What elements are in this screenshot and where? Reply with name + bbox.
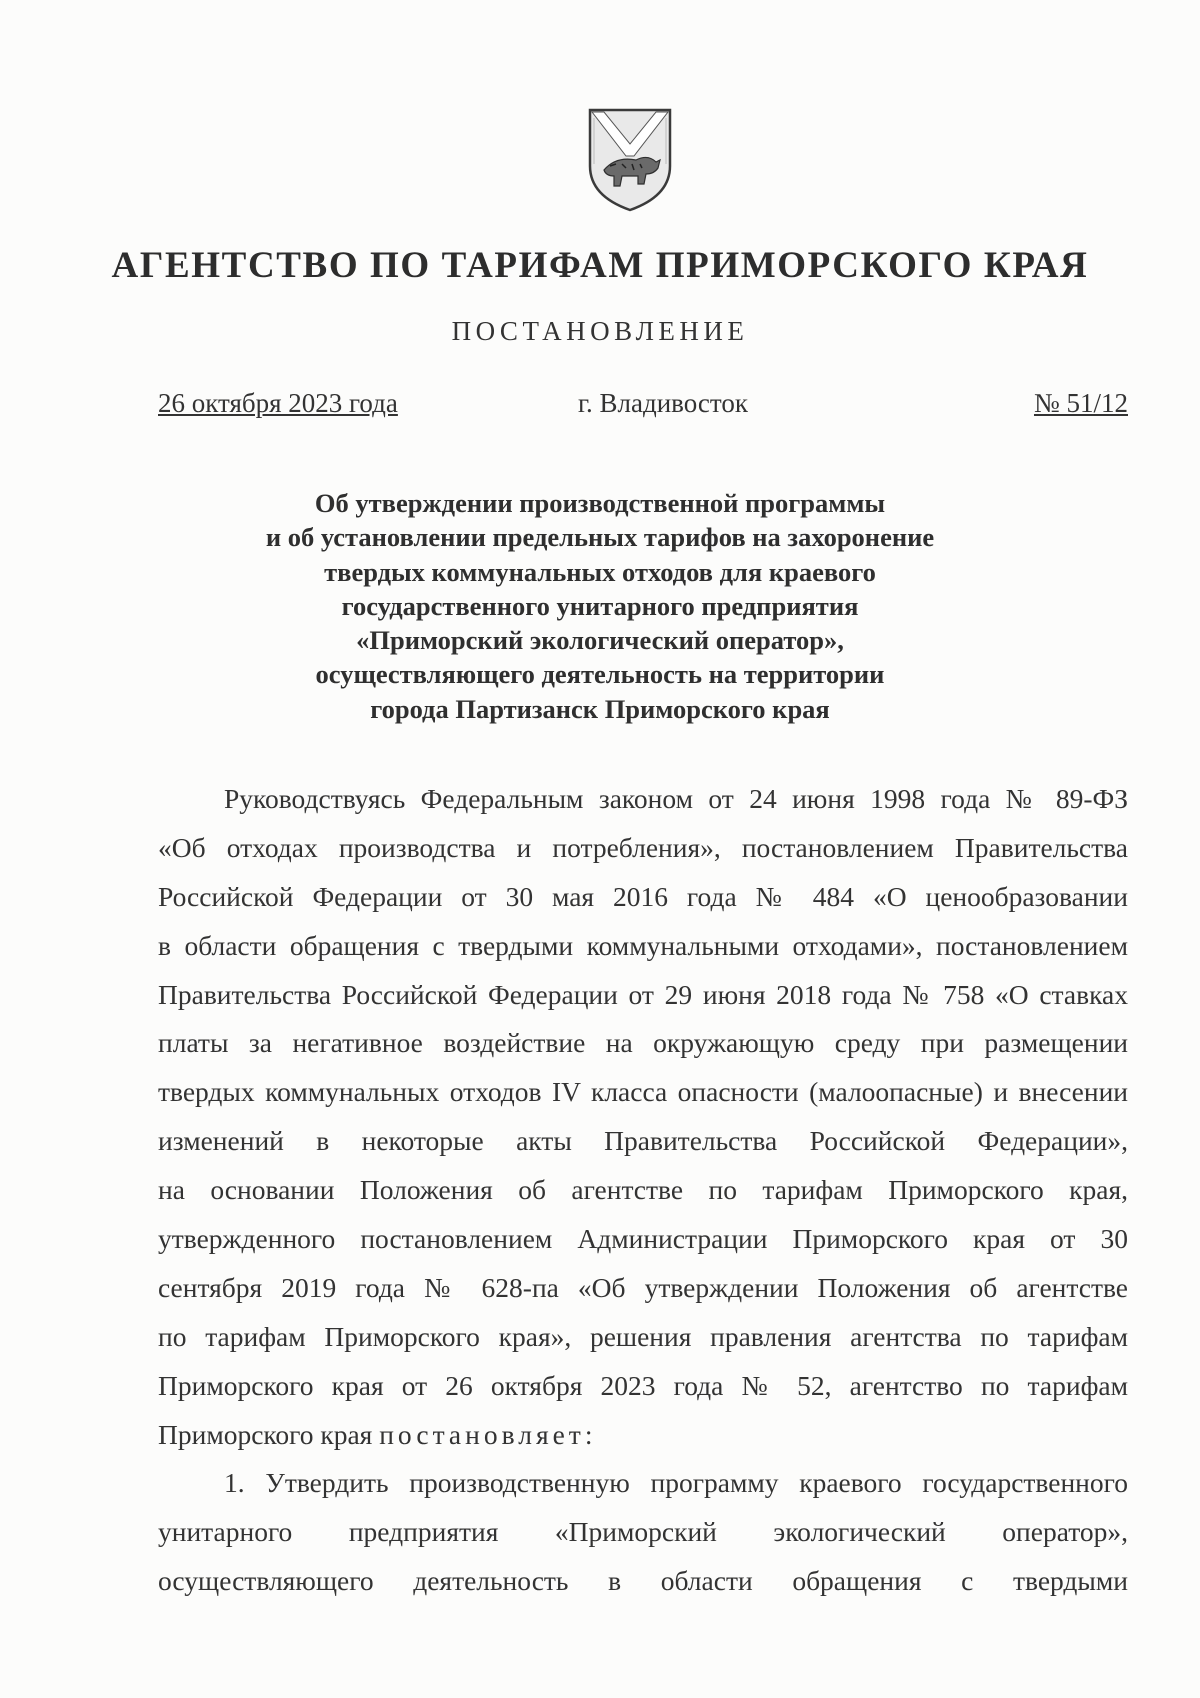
body-line: изменений в некоторые акты Правительства Российской Федерации», xyxy=(158,1125,1128,1157)
body-line: «Об отходах производства и потребления», постановлением Правительства xyxy=(158,831,1128,863)
resolve-word: постановляет: xyxy=(379,1418,597,1450)
title-line: осуществляющего деятельность на территории xyxy=(315,659,885,690)
title-line: твердых коммунальных отходов для краевого xyxy=(324,556,876,587)
document-meta xyxy=(158,388,1128,428)
point-line: 1. Утвердить производственную программу краевого государственного xyxy=(224,1467,1128,1499)
point-line: осуществляющего деятельность в области обращения с твердыми xyxy=(158,1565,1128,1597)
document-body xyxy=(158,775,1128,1606)
document-number: № 51/12 xyxy=(1033,388,1128,418)
resolve-line xyxy=(158,1411,1128,1460)
title-line: государственного унитарного предприятия xyxy=(341,590,859,621)
resolve-prefix: Приморского края xyxy=(158,1418,380,1450)
body-line: на основании Положения об агентстве по тарифам Приморского края, xyxy=(158,1174,1128,1206)
title-line: города Партизанск Приморского края xyxy=(370,693,830,724)
agency-name: АГЕНТСТВО ПО ТАРИФАМ ПРИМОРСКОГО КРАЯ xyxy=(111,245,1089,286)
document-city: г. Владивосток xyxy=(578,388,748,418)
body-line: Российской Федерации от 30 мая 2016 года № 484 «О ценообразовании xyxy=(158,880,1128,912)
document-title xyxy=(150,486,1050,726)
point-line: унитарного предприятия «Приморский экологический оператор», xyxy=(158,1516,1128,1548)
document-date: 26 октября 2023 года xyxy=(158,388,398,418)
body-line: платы за негативное воздействие на окружающую среду при размещении xyxy=(158,1027,1128,1059)
body-line: Приморского края от 26 октября 2023 года № 52, агентство по тарифам xyxy=(158,1369,1128,1401)
body-line: сентября 2019 года № 628-па «Об утверждении Положения об агентстве xyxy=(158,1271,1128,1303)
title-line: и об установлении предельных тарифов на захоронение xyxy=(265,522,935,553)
document-type: ПОСТАНОВЛЕНИЕ xyxy=(451,316,749,346)
body-line: Правительства Российской Федерации от 29 июня 2018 года № 758 «О ставках xyxy=(158,978,1128,1010)
coat-of-arms-icon xyxy=(586,104,674,214)
body-line: твердых коммунальных отходов IV класса опасности (малоопасные) и внесении xyxy=(158,1076,1128,1108)
body-line: утвержденного постановлением Администрации Приморского края от 30 xyxy=(158,1223,1128,1255)
title-line: Об утверждении производственной программы xyxy=(314,488,886,518)
body-line: в области обращения с твердыми коммунальными отходами», постановлением xyxy=(158,929,1128,961)
body-line: по тарифам Приморского края», решения правления агентства по тарифам xyxy=(158,1320,1128,1352)
body-line: Руководствуясь Федеральным законом от 24 июня 1998 года № 89-ФЗ xyxy=(224,783,1128,814)
title-line: «Приморский экологический оператор», xyxy=(356,625,844,656)
